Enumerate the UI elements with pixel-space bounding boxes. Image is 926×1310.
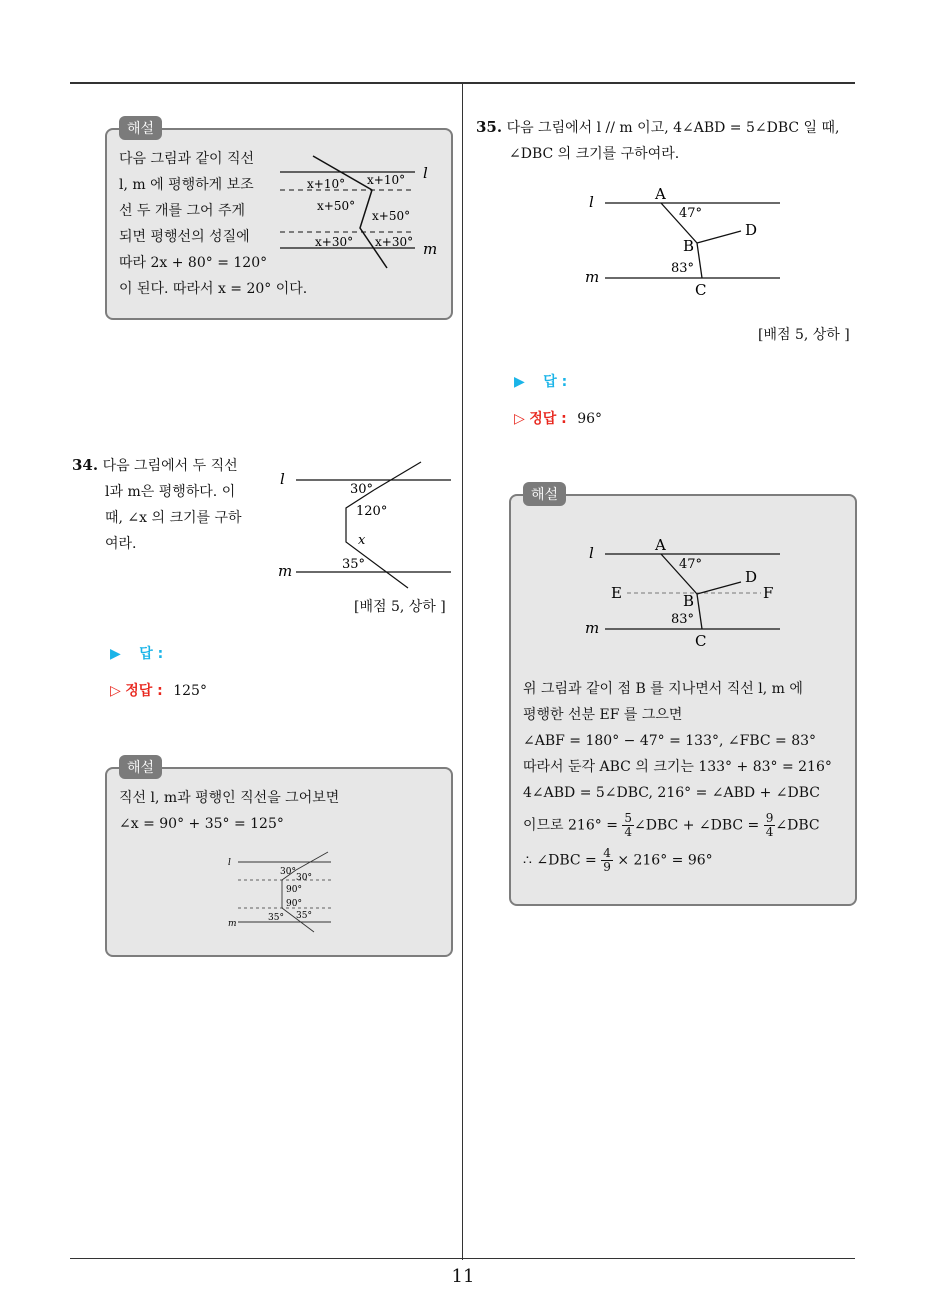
point-label-F: F <box>763 584 774 602</box>
angle-label: 35° <box>268 913 284 923</box>
solution-line: 직선 l, m과 평행인 직선을 그어보면 <box>119 790 340 806</box>
line-label-l: l <box>280 470 285 488</box>
question-line: 다음 그림에서 두 직선 <box>102 458 238 474</box>
correct-row <box>110 680 207 700</box>
point-label-B: B <box>683 237 695 255</box>
line-label-m: m <box>585 268 600 286</box>
solution-34-figure <box>226 852 346 932</box>
angle-label: x+10° <box>367 173 406 187</box>
fraction-den: 4 <box>765 825 774 839</box>
eq-text: ∴ ∠DBC = <box>523 852 597 869</box>
point-label-B: B <box>683 592 695 610</box>
point-label-C: C <box>695 281 707 299</box>
solution-line <box>523 847 832 874</box>
answer-label: 답 : <box>543 374 568 390</box>
solution-line: ∠ABF = 180° − 47° = 133°, ∠FBC = 83° <box>523 733 817 749</box>
play-icon: ▶ <box>110 646 121 662</box>
answer-row <box>110 643 163 663</box>
play-outline-icon: ▷ <box>110 683 121 699</box>
line-label-l: l <box>589 193 594 211</box>
correct-value: 125° <box>173 683 207 699</box>
solution-line: 다음 그림과 같이 직선 <box>119 151 255 167</box>
fraction-den: 4 <box>624 825 633 839</box>
solution-tag: 해설 <box>119 755 162 779</box>
question-line: 때, ∠x 의 크기를 구하 <box>105 510 242 526</box>
point-label-A: A <box>655 185 666 203</box>
play-icon: ▶ <box>514 374 525 390</box>
solution-line: ∠x = 90° + 35° = 125° <box>119 816 284 832</box>
line-label-m: m <box>278 562 293 580</box>
point-label-D: D <box>745 568 758 586</box>
angle-label: x+50° <box>372 209 411 223</box>
angle-label: 120° <box>356 504 388 519</box>
angle-label: x+50° <box>317 199 356 213</box>
question-line: l과 m은 평행하다. 이 <box>105 484 236 500</box>
line-label-m: m <box>423 240 438 258</box>
eq-text: 이므로 216° = <box>523 817 618 834</box>
score: [배점 5, 상하 ] <box>354 599 446 615</box>
line-label-l: l <box>228 858 231 868</box>
correct-label: 정답 : <box>125 683 163 699</box>
solution-line: 따라서 둔각 ABC 의 크기는 133° + 83° = 216° <box>523 759 832 775</box>
angle-label: x+30° <box>315 235 354 249</box>
line-label-l: l <box>589 544 594 562</box>
angle-label: 90° <box>286 885 302 895</box>
fraction <box>601 847 613 874</box>
solution-line: 4∠ABD = 5∠DBC, 216° = ∠ABD + ∠DBC <box>523 785 820 801</box>
angle-label: 35° <box>296 911 312 921</box>
point-label-A: A <box>655 536 666 554</box>
fraction <box>622 812 634 839</box>
correct-row <box>514 408 602 428</box>
point-label-C: C <box>695 632 707 650</box>
correct-label: 정답 : <box>529 411 567 427</box>
solution-line: 위 그림과 같이 점 B 를 지나면서 직선 l, m 에 <box>523 681 803 697</box>
angle-label: x <box>358 533 366 548</box>
angle-label: 47° <box>679 557 703 572</box>
angle-label: 83° <box>671 261 695 276</box>
angle-label: x+10° <box>307 177 346 191</box>
question-line: 여라. <box>105 536 137 552</box>
q35-figure <box>585 185 785 300</box>
answer-label: 답 : <box>139 646 164 662</box>
fraction-den: 9 <box>603 860 611 874</box>
solution-tag: 해설 <box>119 116 162 140</box>
angle-label: 30° <box>350 482 374 497</box>
solution-line: 따라 2x + 80° = 120° <box>119 255 268 271</box>
point-label-D: D <box>745 221 758 239</box>
solution-line: l, m 에 평행하게 보조 <box>119 177 254 193</box>
eq-text: ∠DBC + ∠DBC = <box>634 817 760 834</box>
question-line: ∠DBC 의 크기를 구하여라. <box>509 146 680 162</box>
q34-figure <box>276 460 456 595</box>
eq-text: ∠DBC <box>775 817 820 834</box>
question-34 <box>72 452 242 557</box>
play-outline-icon: ▷ <box>514 411 525 427</box>
correct-value: 96° <box>577 411 603 427</box>
page-number: 11 <box>451 1266 475 1287</box>
question-line: 다음 그림에서 l // m 이고, 4∠ABD = 5∠DBC 일 때, <box>506 120 840 136</box>
line-label-m: m <box>585 619 600 637</box>
answer-row <box>514 371 567 391</box>
solution-line: 평행한 선분 EF 를 그으면 <box>523 707 683 723</box>
solution-line: 되면 평행선의 성질에 <box>119 229 250 245</box>
solution-line <box>523 812 832 839</box>
bottom-rule <box>70 1258 855 1259</box>
score: [배점 5, 상하 ] <box>758 327 850 343</box>
angle-label: 47° <box>679 206 703 221</box>
fraction-num: 4 <box>603 846 611 860</box>
angle-label: x+30° <box>375 235 414 249</box>
question-number: 35. <box>476 118 503 136</box>
question-35 <box>476 114 840 167</box>
angle-label: 83° <box>671 612 695 627</box>
line-label-l: l <box>423 164 428 182</box>
angle-label: 35° <box>342 557 366 572</box>
solution-35-figure <box>585 536 785 651</box>
eq-text: × 216° = 96° <box>617 852 713 869</box>
fraction-num: 9 <box>765 811 774 825</box>
solution-tag: 해설 <box>523 482 566 506</box>
parallel-lines-figure <box>275 150 445 270</box>
angle-label: 30° <box>296 873 312 883</box>
solution-line: 선 두 개를 그어 주게 <box>119 203 245 219</box>
angle-label: 30° <box>280 867 296 877</box>
solution-text <box>523 676 832 874</box>
line-label-m: m <box>228 919 237 929</box>
fraction <box>764 812 776 839</box>
solution-line: 이 된다. 따라서 x = 20° 이다. <box>119 281 308 297</box>
column-divider <box>462 84 463 1260</box>
fraction-num: 5 <box>624 811 633 825</box>
point-label-E: E <box>611 584 622 602</box>
solution-text <box>119 785 339 837</box>
question-number: 34. <box>72 456 99 474</box>
angle-label: 90° <box>286 899 302 909</box>
